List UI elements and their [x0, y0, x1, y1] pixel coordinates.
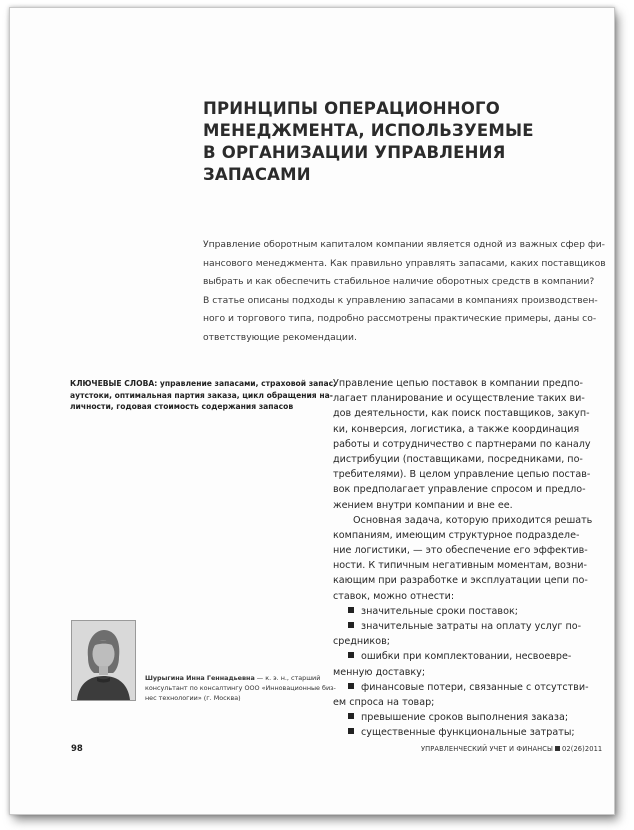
journal-footer: [421, 745, 602, 753]
bullet-text: значительные затраты на оплату услуг по-: [361, 621, 582, 632]
body-line: дов деятельности, как поиск поставщиков, закуп-: [333, 408, 590, 420]
bullet-square-icon: [348, 728, 354, 734]
author-title: — к. э. н., старший: [254, 674, 321, 682]
lead-line: ответствующие рекомендации.: [203, 331, 357, 343]
body-line: Управление цепью поставок в компании предпо-: [333, 378, 584, 389]
author-line-1: [145, 673, 340, 683]
article-body: [333, 376, 595, 741]
bullet-item: [333, 619, 595, 634]
title-line: ЗАПАСАМИ: [203, 165, 311, 184]
page-number: 98: [71, 744, 83, 754]
lead-line: В статье описаны подходы к управлению запасами в компаниях производствен-: [203, 294, 598, 306]
bullet-text: ошибки при комплектовании, несвоевре-: [361, 651, 572, 663]
keywords-line: личности, годовая стоимость содержания запасов: [70, 402, 294, 411]
author-line-3: нес технологии» (г. Москва): [145, 694, 241, 703]
body-line: компаниям, имеющим структурное подразделе-: [333, 529, 580, 541]
article-title: [203, 98, 533, 186]
body-line: лагает планирование и осуществление таких ви-: [333, 393, 585, 405]
body-line: требителями). В целом управление цепью постав-: [333, 469, 591, 481]
lead-line: Управление оборотным капиталом компании является одной из важных сфер фи-: [203, 239, 605, 250]
bullet-square-icon: [348, 622, 354, 628]
keywords-line: аутстоки, оптимальная партия заказа, цикл обращения на-: [70, 390, 333, 400]
footer-square-icon: [555, 746, 560, 751]
bullet-square-icon: [348, 652, 354, 658]
body-line: вок предполагает управление спросом и предло-: [333, 484, 586, 496]
title-line: В ОРГАНИЗАЦИИ УПРАВЛЕНИЯ: [203, 143, 506, 162]
bullet-text: существенные функциональные затраты;: [361, 727, 575, 739]
bullet-item: [333, 680, 595, 695]
title-line: МЕНЕДЖМЕНТА, ИСПОЛЬЗУЕМЫЕ: [203, 121, 534, 140]
body-line: кающим при разработке и эксплуатации цепи по-: [333, 575, 588, 587]
title-line: ПРИНЦИПЫ ОПЕРАЦИОННОГО: [203, 99, 500, 118]
author-photo: [71, 620, 136, 701]
bullet-square-icon: [348, 683, 354, 689]
bullet-item: [333, 725, 595, 740]
journal-issue: 02(26)2011: [562, 745, 603, 753]
keywords-line: КЛЮЧЕВЫЕ СЛОВА: управление запасами, страховой запас,: [70, 379, 337, 388]
author-line-2: консультант по консалтингу ООО «Инновационные биз-: [145, 684, 336, 693]
bullet-item: [333, 649, 595, 664]
bullet-continuation: менную доставку;: [333, 666, 426, 678]
lead-line: нансового менеджмента. Как правильно управлять запасами, каких поставщиков: [203, 257, 606, 269]
keywords-block: [70, 378, 337, 413]
body-line: Основная задача, которую приходится решать: [353, 514, 593, 526]
body-line: ставок, можно отнести:: [333, 590, 455, 602]
bullet-item: [333, 604, 595, 619]
author-info: [145, 673, 340, 704]
bullet-text: финансовые потери, связанные с отсутстви-: [361, 681, 589, 693]
body-line: дистрибуции (поставщиками, посредниками, по-: [333, 453, 583, 465]
author-name: Шурыгина Инна Геннадьевна: [145, 674, 255, 682]
bullet-square-icon: [348, 607, 354, 613]
body-line: ки, конверсия, логистика, а также координация: [333, 423, 580, 435]
bullet-continuation: ем спроса на товар;: [333, 696, 435, 708]
body-line: работы и сотрудничество с партнерами по каналу: [333, 438, 591, 450]
body-line: ности. К типичным негативным моментам, возни-: [333, 560, 587, 572]
bullet-square-icon: [348, 713, 354, 719]
bullet-text: значительные сроки поставок;: [361, 605, 518, 617]
bullet-text: превышение сроков выполнения заказа;: [361, 712, 569, 724]
author-portrait-image: [72, 621, 135, 700]
article-lead: [203, 236, 606, 348]
body-line: ние логистики, — это обеспечение его эффектив-: [333, 545, 588, 557]
bullet-continuation: средников;: [333, 636, 390, 648]
journal-name: УПРАВЛЕНЧЕСКИЙ УЧЕТ И ФИНАНСЫ: [421, 745, 554, 753]
bullet-item: [333, 710, 595, 725]
body-line: жением внутри компании и вне ее.: [333, 499, 513, 511]
lead-line: ного и торгового типа, подробно рассмотрены практические примеры, даны со-: [203, 313, 597, 325]
lead-line: выбрать и как обеспечить стабильное наличие оборотных средств в компании?: [203, 276, 595, 288]
